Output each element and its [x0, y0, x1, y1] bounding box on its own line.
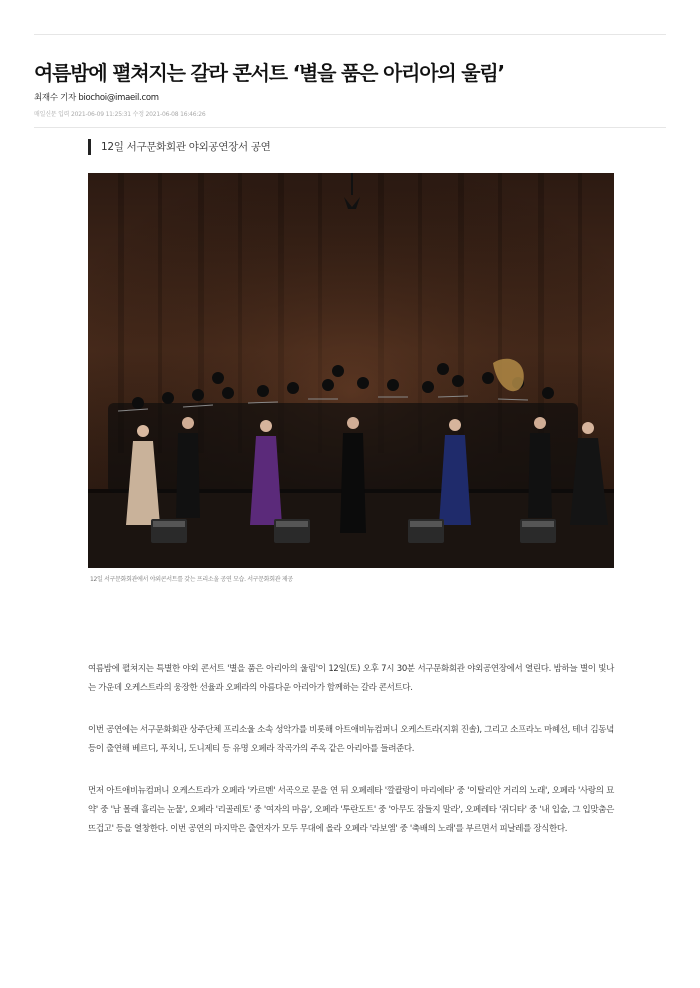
article-body: [88, 660, 614, 862]
top-divider: [34, 34, 666, 35]
header-divider: [34, 127, 666, 128]
body-paragraph: 여름밤에 펼쳐지는 특별한 야외 콘서트 '별을 품은 아리아의 울림'이 12일(토) 오후 7시 30분 서구문화회관 야외공연장에서 열린다. 밤하늘 별이 빛나는 가운데 오케스트라의 웅장한 선율과 오페라의 아름다운 아리아가 함께하는 갈라 콘서트다.: [88, 664, 614, 693]
article-byline: 최재수 기자 biochoi@imaeil.com: [34, 93, 159, 103]
article-subheading: 12일 서구문화회관 야외공연장서 공연: [88, 139, 271, 155]
article-title: 여름밤에 펼쳐지는 갈라 콘서트 ‘별을 품은 아리아의 울림’: [34, 61, 504, 85]
photo-caption: 12일 서구문화회관에서 야외콘서트를 갖는 프리소울 공연 모습. 서구문화회관 제공: [90, 576, 293, 583]
body-paragraph: 이번 공연에는 서구문화회관 상주단체 프리소울 소속 성악가를 비롯해 아트애비뉴컴퍼니 오케스트라(지휘 진솔), 그리고 소프라노 마혜선, 테너 김동녘 등이 출연해 베르디, 푸치니, 도니제티 등 유명 오페라 작곡가의 주옥 같은 아리아를 들려준다.: [88, 725, 614, 754]
article-photo: [88, 173, 614, 568]
article-dates: 매일신문 입력 2021-06-09 11:25:31 수정 2021-06-08 16:46:26: [34, 111, 206, 118]
concert-stage-image: [88, 173, 614, 568]
body-paragraph: 먼저 아트애비뉴컴퍼니 오케스트라가 오페라 '카르멘' 서곡으로 문을 연 뒤 오페레타 '깔괄랑이 마리에타' 중 '이탈리안 거리의 노래', 오페라 '사랑의 묘약' 중 '남 몰래 흘리는 눈물', 오페라 '리골레토' 중 '여자의 마음', 오페라 '투란도트' 중 '아무도 잠들지 말라', 오페레타 '쥐디타' 중 '내 입술, 그 입맞춤은 뜨겁고' 등을 열창한다. 이번 공연의 마지막은 출연자가 모두 무대에 올라 오페라 '라보엠' 중 '축배의 노래'를 부르면서 피날레를 장식한다.: [88, 786, 614, 834]
